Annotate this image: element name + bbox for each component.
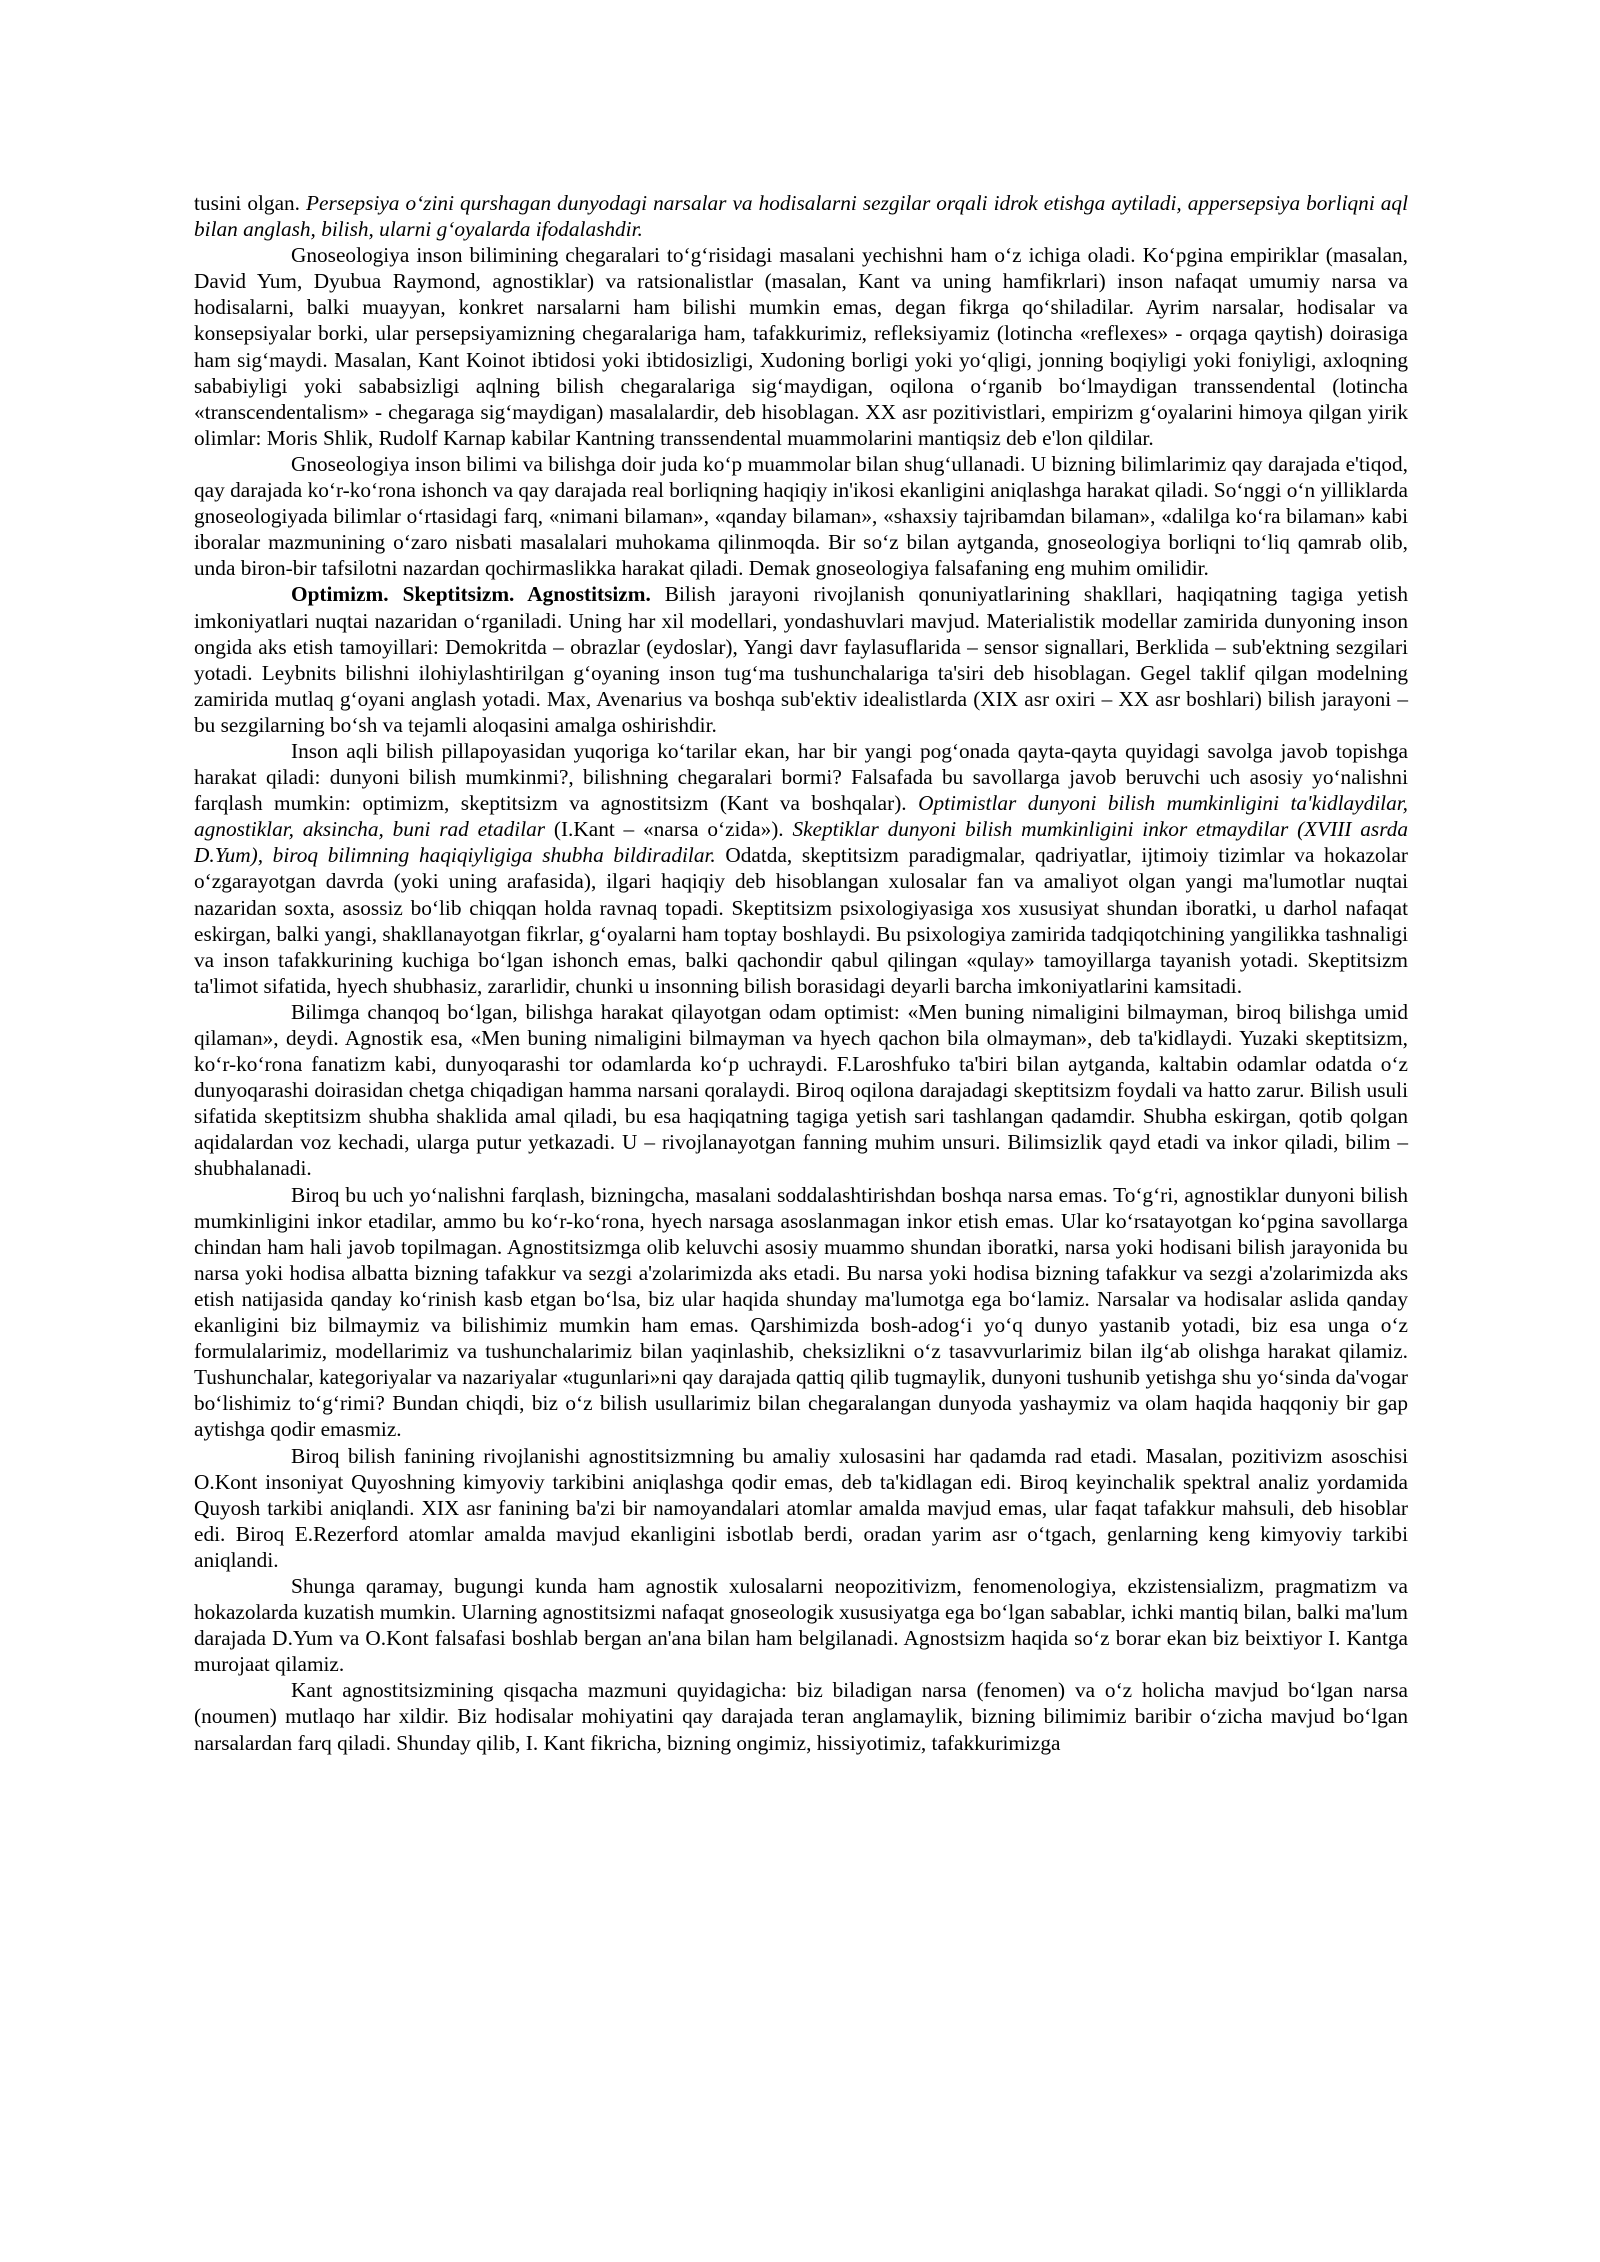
text-segment: Shunga qaramay, bugungi kunda ham agnostik xulosalarni neopozitivizm, fenomenologiya, ekzistensializm, pragmatizm va hokazolarda kuzatish mumkin. Ularning agnostitsizmi nafaqat gnoseologik xususiyatga ega bo‘lgan sabablar, ichki mantiq bilan, balki ma'lum darajada D.Yum va O.Kont falsafasi boshlab bergan an'ana bilan ham belgilanadi. Agnostsizm haqida so‘z borar ekan biz beixtiyor I. Kantga murojaat qilamiz. (194, 1573, 1408, 1677)
paragraph-9 (194, 1573, 1408, 1677)
text-segment: Gnoseologiya inson bilimi va bilishga doir juda ko‘p muammolar bilan shug‘ullanadi. U bizning bilimlarimiz qay darajada e'tiqod, qay darajada ko‘r-ko‘rona ishonch va qay darajada real borliqning haqiqiy in'ikosi ekanligini aniqlashga harakat qiladi. So‘nggi o‘n yilliklarda gnoseologiyada bilimlar o‘rtasidagi farq, «nimani bilaman», «qanday bilaman», «shaxsiy tajribamdan bilaman», «dalilga ko‘ra bilaman» kabi iboralar mazmunining o‘zaro nisbati masalalari muhokama qilinmoqda. Bir so‘z bilan aytganda, gnoseologiya borliqni to‘liq qamrab olib, unda biron-bir tafsilotni nazardan qochirmaslikka harakat qiladi. Demak gnoseologiya falsafaning eng muhim omilidir. (194, 451, 1408, 581)
paragraph-10 (194, 1677, 1408, 1755)
paragraph-1 (194, 190, 1408, 242)
section-heading: Optimizm. Skeptitsizm. Agnostitsizm. (291, 582, 651, 607)
italic-statement-skeptics: Skeptiklar dunyoni bilish mumkinligini inkor etmaydilar (XVIII asrda D.Yum), biroq bilimning haqiqiyligiga shubha bildiradilar. (194, 817, 1408, 868)
text-segment: Kant agnostitsizmining qisqacha mazmuni quyidagicha: biz biladigan narsa (fenomen) va o‘z holicha mavjud bo‘lgan narsa (noumen) mutlaqo har xildir. Biz hodisalar mohiyatini qay darajada teran anglamaylik, bizning bilimimiz baribir o‘zicha mavjud bo‘lgan narsalardan farq qiladi. Shunday qilib, I. Kant fikricha, bizning ongimiz, hissiyotimiz, tafakkurimizga (194, 1678, 1408, 1755)
paragraph-8 (194, 1443, 1408, 1573)
text-segment: Inson aqli bilish pillapoyasidan yuqoriga ko‘tarilar ekan, har bir yangi pog‘onada qayta-qayta quyidagi savolga javob topishga harakat qiladi: dunyoni bilish mumkinmi?, bilishning chegaralari bormi? Falsafada bu savollarga javob beruvchi uch asosiy yo‘nalishni farqlash mumkin: optimizm, skeptitsizm va agnostitsizm (Kant va boshqalar). (194, 738, 1408, 816)
document-page (194, 190, 1408, 1756)
definition-italic: Persepsiya o‘zini qurshagan dunyodagi narsalar va hodisalarni sezgilar orqali idrok etishga aytiladi, appersepsiya borliqni aql bilan anglash, bilish, ularni g‘oyalarda ifodalashdir. (194, 191, 1408, 242)
paragraph-7 (194, 1182, 1408, 1443)
paragraph-6 (194, 999, 1408, 1182)
text-segment: tusini olgan. (194, 191, 307, 215)
text-segment: Bilish jarayoni rivojlanish qonuniyatlarining shakllari, haqiqatning tagiga yetish imkoniyatlari nuqtai nazaridan o‘rganiladi. Uning har xil modellari, yondashuvlari mavjud. Materialistik modellar zamirida dunyoning inson ongida aks etish tamoyillari: Demokritda – obrazlar (eydoslar), Yangi davr faylasuflarida – sensor signallari, Berklida – sub'ektning sezgilari yotadi. Leybnits bilishni ilohiylashtirilgan g‘oyaning inson tug‘ma tushunchalariga ta'siri deb hisoblagan. Gegel taklif qilgan modelning zamirida mutlaq g‘oyani anglash yotadi. Max, Avenarius va boshqa sub'ektiv idealistlarda (XIX asr oxiri – XX asr boshlari) bilish jarayoni – bu sezgilarning bo‘sh va tejamli aloqasini amalga oshirishdir. (194, 582, 1408, 737)
text-segment: (I.Kant – «narsa o‘zida»). (545, 817, 793, 842)
paragraph-2 (194, 242, 1408, 451)
text-segment: Bilimga chanqoq bo‘lgan, bilishga harakat qilayotgan odam optimist: «Men buning nimaligini bilmayman, biroq bilishga umid qilaman», deydi. Agnostik esa, «Men buning nimaligini bilmayman va hyech qachon bila olmayman», deb ta'kidlaydi. Yuzaki skeptitsizm, ko‘r-ko‘rona fanatizm kabi, dunyoqarashi tor odamlarda ko‘p uchraydi. F.Laroshfuko ta'biri bilan aytganda, kaltabin odamlar odatda o‘z dunyoqarashi doirasidan chetga chiqadigan hamma narsani qoralaydi. Biroq oqilona darajadagi skeptitsizm foydali va hatto zarur. Bilish usuli sifatida skeptitsizm shubha shaklida amal qiladi, bu esa haqiqatning tagiga yetish sari tashlangan qadamdir. Shubha eskirgan, qotib qolgan aqidalardan voz kechadi, ularga putur yetkazadi. U – rivojlanayotgan fanning muhim unsuri. Bilimsizlik qayd etadi va inkor qiladi, bilim – shubhalanadi. (194, 999, 1408, 1181)
text-segment: Odatda, skeptitsizm paradigmalar, qadriyatlar, ijtimoiy tizimlar va hokazolar o‘zgarayotgan davrda (yoki uning arafasida), ilgari haqiqiy deb hisoblangan xulosalar fan va amaliyot olgan yangi ma'lumotlar nuqtai nazaridan soxta, asossiz bo‘lib chiqqan holda ravnaq topadi. Skeptitsizm psixologiyasiga xos xususiyat shundan iboratki, u darhol nafaqat eskirgan, balki yangi, shakllanayotgan fikrlar, g‘oyalarni ham toptay boshlaydi. Bu psixologiya zamirida tadqiqotchining yangilikka tashnaligi va inson tafakkurining kuchiga bo‘lgan ishonch emas, balki qachondir qabul qilingan «qulay» tamoyillarga tayanish yotadi. Skeptitsizm ta'limot sifatida, hyech shubhasiz, zararlidir, chunki u insonning bilish borasidagi deyarli barcha imkoniyatlarini kamsitadi. (194, 843, 1409, 998)
text-segment: Biroq bu uch yo‘nalishni farqlash, bizningcha, masalani soddalashtirishdan boshqa narsa emas. To‘g‘ri, agnostiklar dunyoni bilish mumkinligini inkor etadilar, ammo bu ko‘r-ko‘rona, hyech narsaga asoslanmagan inkor etish emas. Ular ko‘rsatayotgan ko‘pgina savollarga chindan ham hali javob topilmagan. Agnostitsizmga olib keluvchi asosiy muammo shundan iboratki, narsa yoki hodisani bilish jarayonida bu narsa yoki hodisa albatta bizning tafakkur va sezgi a'zolarimizda aks etadi. Bu narsa yoki hodisa bizning tafakkur va sezgi a'zolarimizda aks etish natijasida qanday ko‘rinish kasb etgan bo‘lsa, biz ular haqida shunday ma'lumotga ega bo‘lamiz. Narsalar va hodisalar aslida qanday ekanligini biz bilmaymiz va bilishimiz mumkin ham emas. Qarshimizda bosh-adog‘i yo‘q dunyo yastanib yotadi, biz esa unga o‘z formulalarimiz, modellarimiz va tushunchalarimiz bilan yaqinlashib, cheksizlikni o‘z tasavvurlarimiz bilan ilg‘ab olishga harakat qilamiz. Tushunchalar, kategoriyalar va nazariyalar «tugunlari»ni qay darajada qattiq qilib tugmaylik, dunyoni tushunib yetishga shu yo‘sinda da'vogar bo‘lishimiz to‘g‘rimi? Bundan chiqdi, biz o‘z bilish usullarimiz bilan chegaralangan dunyoda yashaymiz va olam haqida haqqoniy bir gap aytishga qodir emasmiz. (194, 1182, 1408, 1442)
italic-statement-optimists: Optimistlar dunyoni bilish mumkinligini ta'kidlaydilar, agnostiklar, aksincha, buni rad etadilar (194, 791, 1408, 842)
paragraph-5 (194, 738, 1408, 999)
paragraph-3 (194, 451, 1408, 581)
text-segment: Gnoseologiya inson bilimining chegaralari to‘g‘risidagi masalani yechishni ham o‘z ichiga oladi. Ko‘pgina empiriklar (masalan, David Yum, Dyubua Raymond, agnostiklar) va ratsionalistlar (masalan, Kant va uning hamfikrlari) inson nafaqat umumiy narsa va hodisalarni, balki muayyan, konkret narsalarni ham bilishi mumkin emas, degan fikrga qo‘shiladilar. Ayrim narsalar, hodisalar va konsepsiyalar borki, ular persepsiyamizning chegaralariga ham, tafakkurimiz, refleksiyamiz (lotincha «reflexes» - orqaga qaytish) doirasiga ham sig‘maydi. Masalan, Kant Koinot ibtidosi yoki ibtidosizligi, Xudoning borligi yoki yo‘qligi, jonning boqiyligi yoki foniyligi, axloqning sababiyligi yoki sababsizligi aqlning bilish chegaralariga sig‘maydigan, oqilona o‘rganib bo‘lmaydigan transsendental (lotincha «transcendentalism» - chegaraga sig‘maydigan) masalalardir, deb hisoblagan. XX asr pozitivistlari, empirizm g‘oyalarini himoya qilgan yirik olimlar: Moris Shlik, Rudolf Karnap kabilar Kantning transsendental muammolarini mantiqsiz deb e'lon qildilar. (194, 243, 1408, 450)
text-segment: Biroq bilish fanining rivojlanishi agnostitsizmning bu amaliy xulosasini har qadamda rad etadi. Masalan, pozitivizm asoschisi O.Kont insoniyat Quyoshning kimyoviy tarkibini aniqlashga qodir emas, deb ta'kidlagan edi. Biroq keyinchalik spektral analiz yordamida Quyosh tarkibi aniqlandi. XIX asr fanining ba'zi bir namoyandalari atomlar amalda mavjud emas, ular faqat tafakkur mahsuli, deb hisoblar edi. Biroq E.Rezerford atomlar amalda mavjud ekanligini isbotlab berdi, oradan yarim asr o‘tgach, genlarning keng kimyoviy tarkibi aniqlandi. (194, 1443, 1408, 1572)
paragraph-4 (194, 581, 1408, 738)
